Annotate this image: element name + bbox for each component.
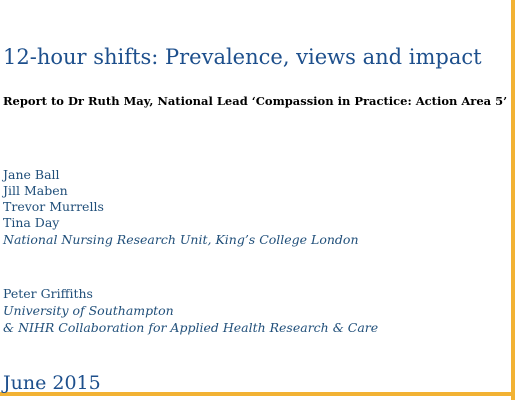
author-affiliation: University of Southampton [3, 303, 174, 318]
author-name: Trevor Murrells [3, 199, 104, 214]
author-affiliation: & NIHR Collaboration for Applied Health Research & Care [3, 320, 379, 335]
report-date: June 2015 [3, 372, 101, 394]
page-border-right [511, 0, 515, 400]
author-name: Jane Ball [3, 167, 60, 182]
author-name: Jill Maben [3, 183, 68, 198]
author-name: Peter Griffiths [3, 286, 93, 301]
author-name: Tina Day [3, 215, 60, 230]
report-subtitle: Report to Dr Ruth May, National Lead ‘Compassion in Practice: Action Area 5’ [3, 94, 508, 108]
author-affiliation: National Nursing Research Unit, King’s College London [3, 232, 359, 247]
report-title: 12-hour shifts: Prevalence, views and impact [3, 45, 482, 69]
